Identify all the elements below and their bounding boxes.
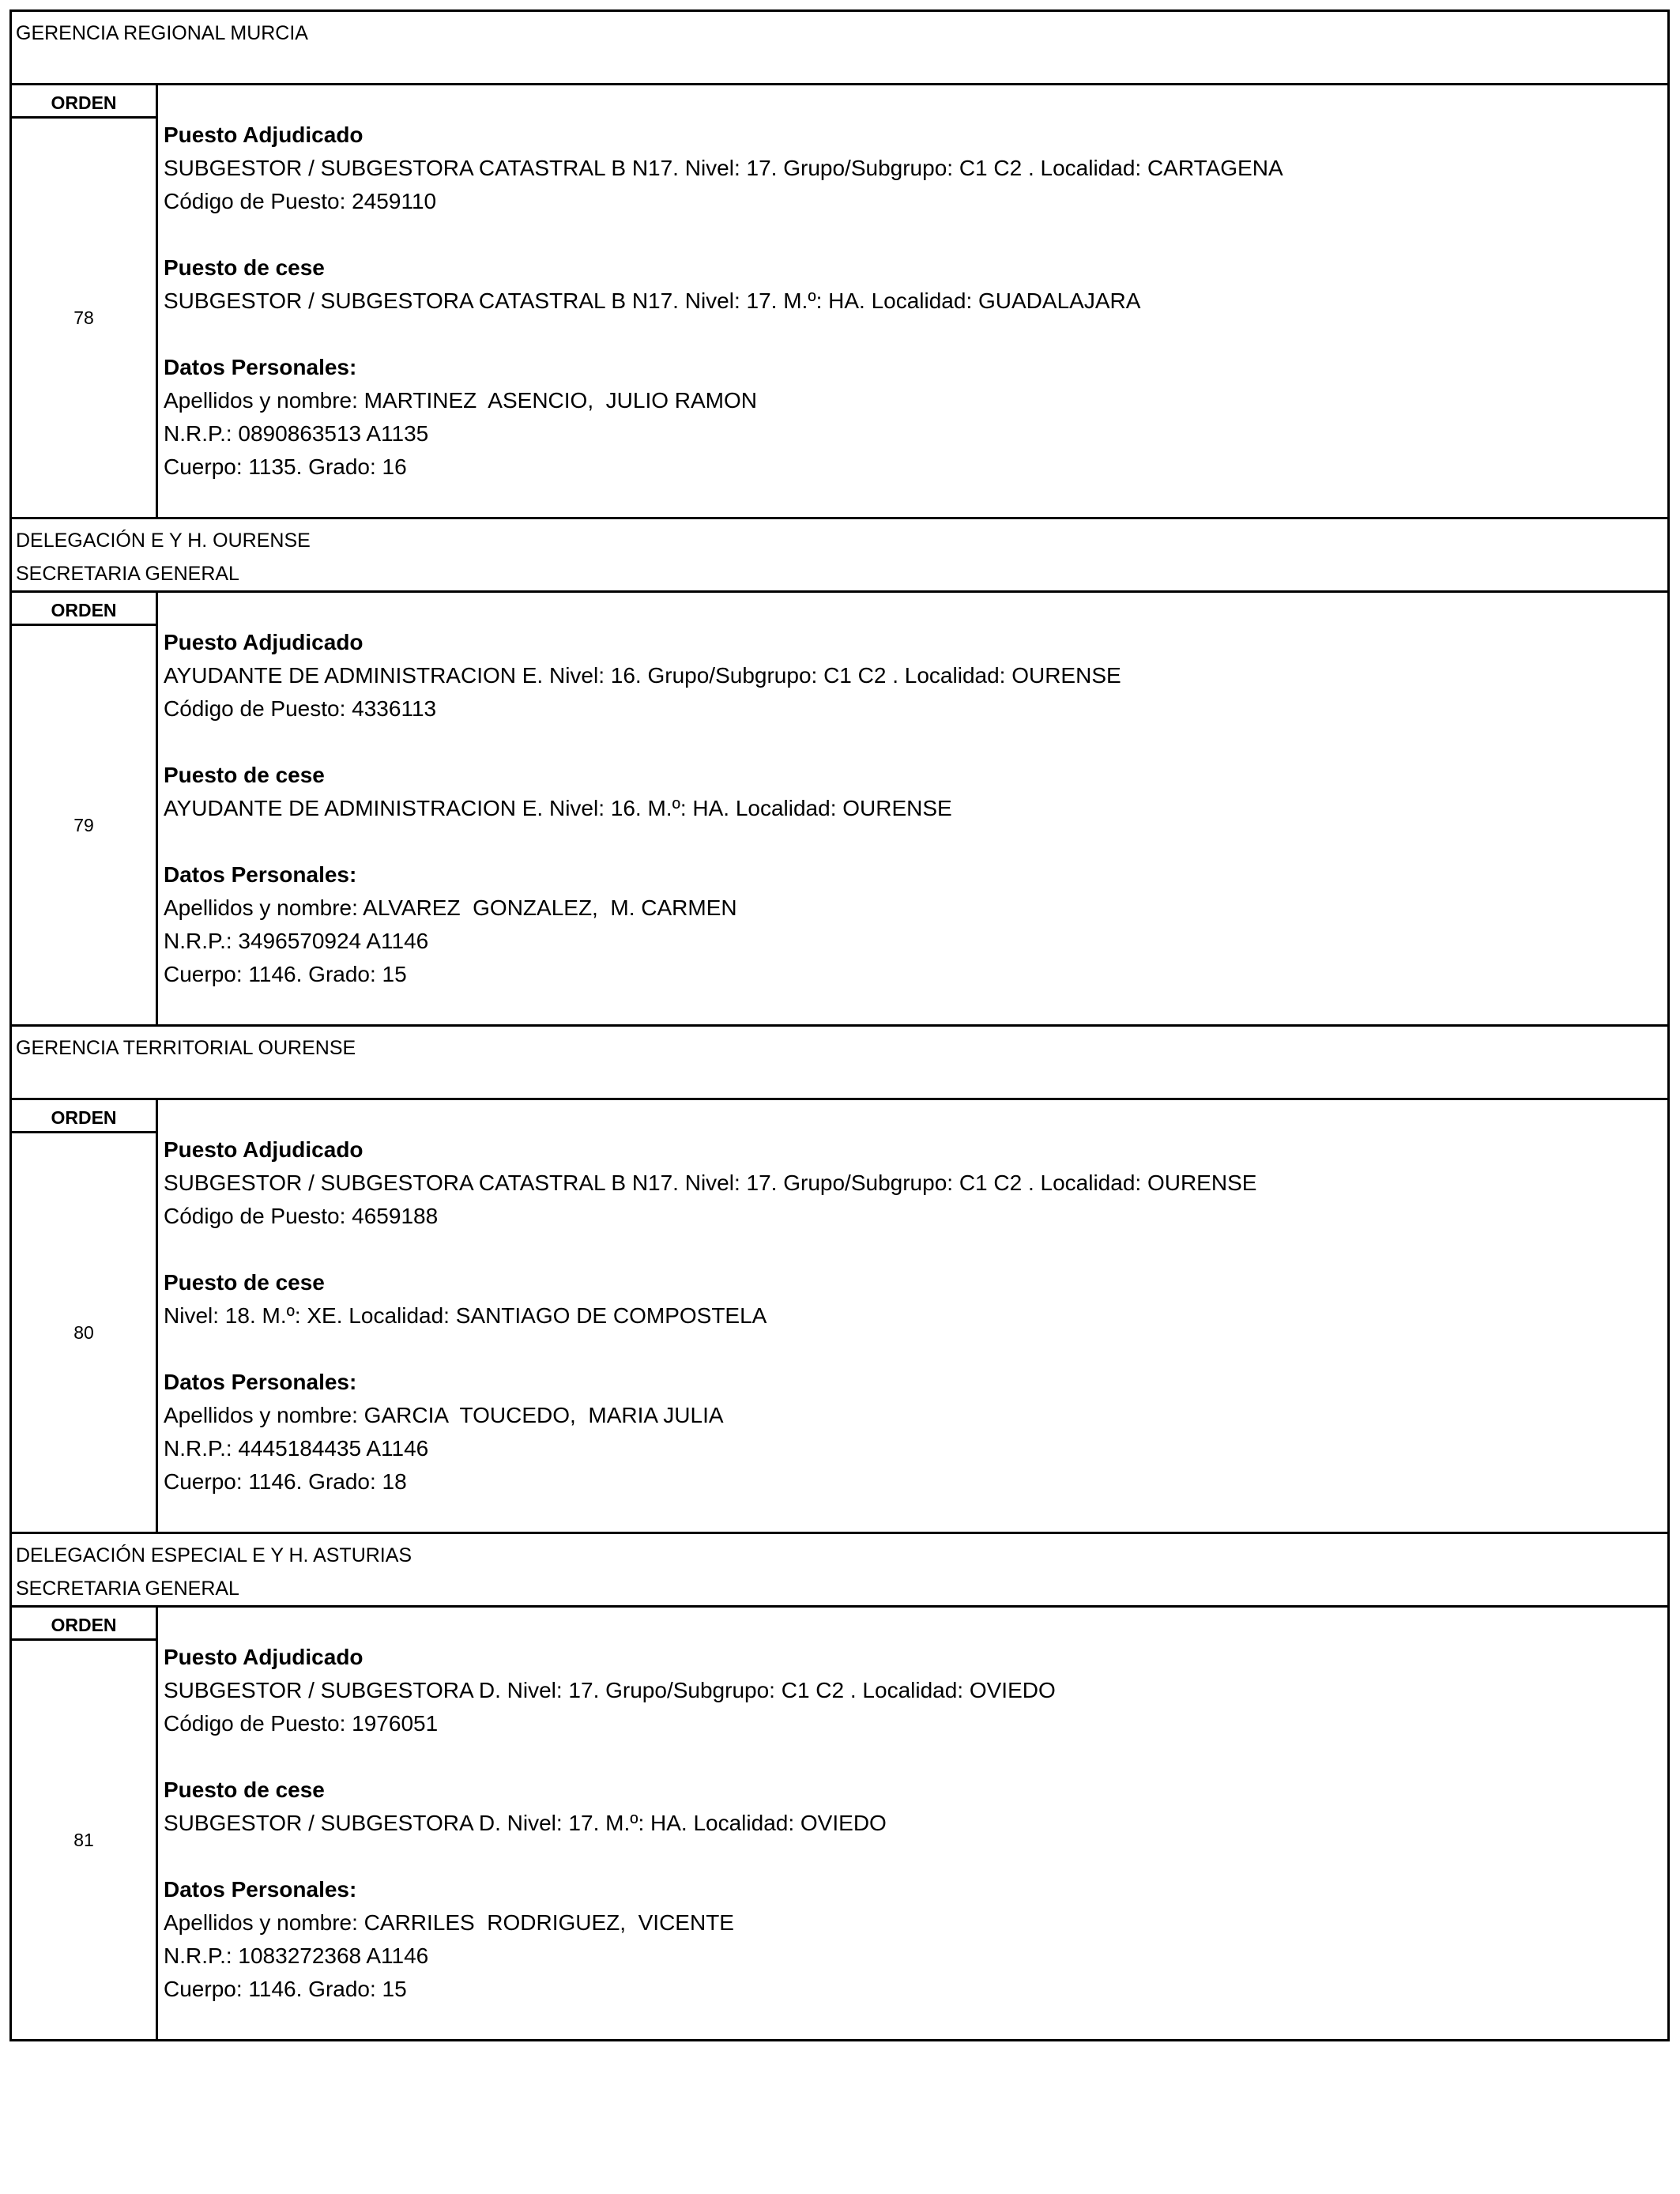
datos-personales-title: Datos Personales: (164, 1370, 357, 1394)
section-header-line: GERENCIA TERRITORIAL OURENSE (16, 1037, 356, 1059)
cuerpo-grado: Cuerpo: 1135. Grado: 16 (164, 454, 407, 479)
section-header-line: SECRETARIA GENERAL (16, 563, 239, 585)
section-header (12, 1532, 1667, 1605)
orden-number: 80 (73, 1321, 94, 1343)
orden-header: ORDEN (12, 1100, 156, 1133)
spacer (164, 1233, 1667, 1266)
spacer (164, 726, 1667, 759)
entry-row (12, 83, 1667, 517)
section-header-line (16, 50, 1667, 83)
section-header-line: DELEGACIÓN E Y H. OURENSE (16, 530, 311, 552)
orden-column (12, 1100, 158, 1532)
cuerpo-grado: Cuerpo: 1146. Grado: 15 (164, 962, 407, 986)
codigo-puesto: Código de Puesto: 2459110 (164, 189, 437, 213)
codigo-puesto: Código de Puesto: 4659188 (164, 1204, 439, 1228)
spacer (164, 1840, 1667, 1873)
puesto-cese-text: Nivel: 18. M.º: XE. Localidad: SANTIAGO DE COMPOSTELA (164, 1303, 767, 1328)
entry-row (12, 1098, 1667, 1532)
assignment-block (12, 1024, 1667, 1532)
spacer (164, 825, 1667, 858)
entry-details (158, 1100, 1667, 1532)
nrp: N.R.P.: 3496570924 A1146 (164, 929, 429, 953)
orden-header: ORDEN (12, 85, 156, 119)
spacer (164, 1333, 1667, 1366)
entry-row (12, 1605, 1667, 2039)
puesto-adjudicado-text: SUBGESTOR / SUBGESTORA CATASTRAL B N17. Nivel: 17. Grupo/Subgrupo: C1 C2 . Localidad: CARTAGENA (164, 156, 1283, 180)
spacer (164, 1740, 1667, 1774)
nrp: N.R.P.: 1083272368 A1146 (164, 1943, 429, 1968)
orden-number: 81 (73, 1829, 94, 1850)
entry-details (158, 1608, 1667, 2039)
section-header (12, 517, 1667, 590)
entry-details (158, 85, 1667, 517)
orden-header: ORDEN (12, 593, 156, 626)
section-header (12, 1024, 1667, 1098)
orden-column (12, 1608, 158, 2039)
cuerpo-grado: Cuerpo: 1146. Grado: 18 (164, 1469, 407, 1494)
spacer (164, 318, 1667, 351)
codigo-puesto: Código de Puesto: 1976051 (164, 1711, 439, 1736)
puesto-cese-text: SUBGESTOR / SUBGESTORA D. Nivel: 17. M.º: HA. Localidad: OVIEDO (164, 1811, 887, 1835)
orden-column (12, 85, 158, 517)
section-header-line: DELEGACIÓN ESPECIAL E Y H. ASTURIAS (16, 1544, 412, 1566)
nrp: N.R.P.: 4445184435 A1146 (164, 1436, 429, 1461)
puesto-adjudicado-title: Puesto Adjudicado (164, 1645, 363, 1669)
apellidos-nombre: Apellidos y nombre: MARTINEZ ASENCIO, JULIO RAMON (164, 388, 758, 413)
datos-personales-title: Datos Personales: (164, 355, 357, 379)
entry-row (12, 590, 1667, 1024)
puesto-adjudicado-text: SUBGESTOR / SUBGESTORA CATASTRAL B N17. Nivel: 17. Grupo/Subgrupo: C1 C2 . Localidad: OURENSE (164, 1171, 1257, 1195)
orden-column (12, 593, 158, 1024)
puesto-cese-title: Puesto de cese (164, 763, 325, 787)
section-header-line: SECRETARIA GENERAL (16, 1578, 239, 1600)
apellidos-nombre: Apellidos y nombre: CARRILES RODRIGUEZ, VICENTE (164, 1910, 734, 1935)
cuerpo-grado: Cuerpo: 1146. Grado: 15 (164, 1977, 407, 2001)
assignment-block (12, 517, 1667, 1024)
section-header-line: GERENCIA REGIONAL MURCIA (16, 22, 308, 44)
nrp: N.R.P.: 0890863513 A1135 (164, 421, 429, 446)
apellidos-nombre: Apellidos y nombre: ALVAREZ GONZALEZ, M. CARMEN (164, 895, 737, 920)
puesto-cese-text: AYUDANTE DE ADMINISTRACION E. Nivel: 16. M.º: HA. Localidad: OURENSE (164, 796, 952, 820)
puesto-adjudicado-title: Puesto Adjudicado (164, 630, 363, 654)
orden-number: 78 (73, 307, 94, 328)
puesto-adjudicado-title: Puesto Adjudicado (164, 123, 363, 147)
section-header-line (16, 1065, 1667, 1098)
puesto-cese-title: Puesto de cese (164, 255, 325, 280)
puesto-adjudicado-title: Puesto Adjudicado (164, 1137, 363, 1162)
puesto-cese-title: Puesto de cese (164, 1270, 325, 1295)
assignment-block (12, 1532, 1667, 2039)
assignment-block (12, 9, 1667, 517)
puesto-adjudicado-text: SUBGESTOR / SUBGESTORA D. Nivel: 17. Grupo/Subgrupo: C1 C2 . Localidad: OVIEDO (164, 1678, 1056, 1702)
orden-number: 79 (73, 814, 94, 835)
datos-personales-title: Datos Personales: (164, 1877, 357, 1902)
section-header (12, 9, 1667, 83)
datos-personales-title: Datos Personales: (164, 862, 357, 887)
codigo-puesto: Código de Puesto: 4336113 (164, 696, 437, 721)
spacer (164, 218, 1667, 251)
orden-header: ORDEN (12, 1608, 156, 1641)
resolution-table (9, 9, 1670, 2041)
puesto-cese-title: Puesto de cese (164, 1777, 325, 1802)
puesto-cese-text: SUBGESTOR / SUBGESTORA CATASTRAL B N17. Nivel: 17. M.º: HA. Localidad: GUADALAJARA (164, 288, 1141, 313)
entry-details (158, 593, 1667, 1024)
puesto-adjudicado-text: AYUDANTE DE ADMINISTRACION E. Nivel: 16. Grupo/Subgrupo: C1 C2 . Localidad: OURENSE (164, 663, 1121, 688)
apellidos-nombre: Apellidos y nombre: GARCIA TOUCEDO, MARIA JULIA (164, 1403, 724, 1427)
